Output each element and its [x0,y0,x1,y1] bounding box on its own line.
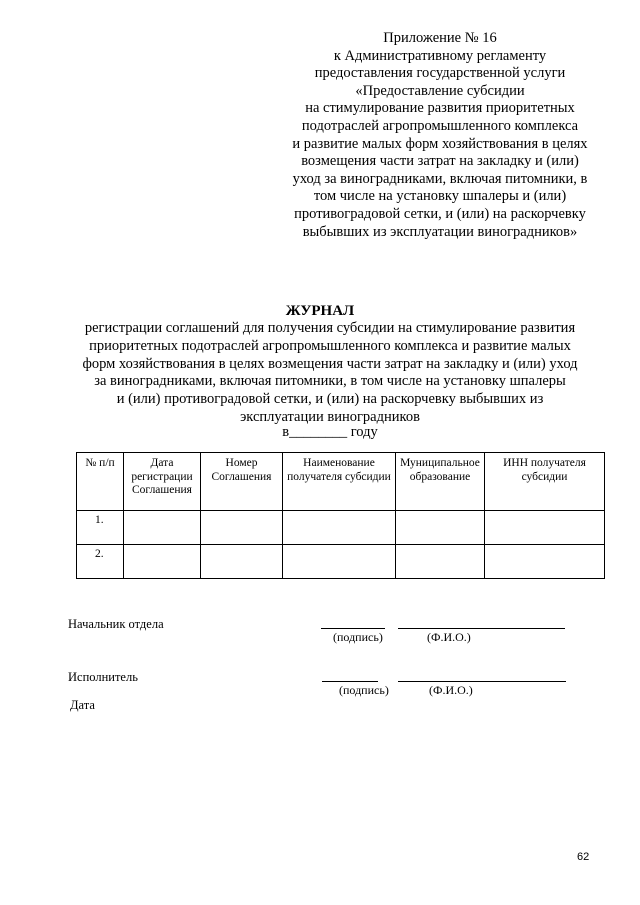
table-cell [201,545,283,579]
table-cell [124,545,201,579]
subtitle-line: форм хозяйствования в целях возмещения части затрат на закладку и (или) уход [82,355,578,372]
appendix-line: уход за виноградниками, включая питомники, в [292,170,588,187]
table-row [77,545,605,579]
head-signature-line [321,628,385,629]
appendix-line: «Предоставление субсидии [355,82,525,99]
head-of-department-label: Начальник отдела [68,617,164,631]
head-signature-hint: (подпись) [333,630,383,644]
table-cell [485,545,605,579]
table-cell [201,511,283,545]
executor-name-hint: (Ф.И.О.) [429,683,473,697]
appendix-header [270,30,610,241]
subtitle-line: приоритетных подотраслей агропромышленного комплекса и развитие малых [89,337,571,354]
executor-label: Исполнитель [68,670,138,684]
col-header-number: № п/п [77,453,124,511]
date-label: Дата [70,698,95,712]
year-line: в________ году [282,424,378,440]
table-cell [283,545,396,579]
appendix-line: возмещения части затрат на закладку и (или) [301,153,579,170]
appendix-line: Приложение № 16 [383,30,497,46]
appendix-line: и развитие малых форм хозяйствования в целях [292,135,588,152]
subtitle-line: за виноградниками, включая питомники, в том числе на установку шпалеры [94,373,566,390]
head-name-line [398,628,565,629]
table-cell [396,545,485,579]
appendix-line: противоградовой сетки, и (или) на раскорчевку [294,205,586,222]
executor-signature-hint: (подпись) [339,683,389,697]
head-name-hint: (Ф.И.О.) [427,630,471,644]
table-header-row [77,453,605,511]
journal-subtitle [40,320,620,427]
subtitle-line: регистрации соглашений для получения субсидии на стимулирование развития [84,320,576,336]
appendix-line: том числе на установку шпалеры и (или) [313,188,567,205]
executor-name-line [398,681,566,682]
col-header-agreement-number: Номер Соглашения [201,453,283,511]
table-cell [396,511,485,545]
table-cell: 1. [77,511,124,545]
appendix-line: подотраслей агропромышленного комплекса [301,117,579,134]
appendix-line: на стимулирование развития приоритетных [305,100,575,117]
journal-title: ЖУРНАЛ [285,303,355,319]
col-header-recipient-name: Наименование получателя субсидии [283,453,396,511]
col-header-date: Дата регистрации Соглашения [124,453,201,511]
subtitle-line: и (или) противоградовой сетки, и (или) на раскорчевку выбывших из [116,391,544,408]
appendix-line: выбывших из эксплуатации виноградников» [302,223,578,240]
registration-table [76,452,605,579]
table-cell: 2. [77,545,124,579]
subtitle-line: эксплуатации виноградников [240,408,420,425]
table-cell [485,511,605,545]
table-cell [283,511,396,545]
table-row [77,511,605,545]
appendix-line: предоставления государственной услуги [314,65,566,82]
appendix-line: к Административному регламенту [333,47,547,64]
page-number: 62 [577,851,590,863]
table-cell [124,511,201,545]
executor-signature-line [322,681,378,682]
col-header-municipality: Муниципальное образование [396,453,485,511]
col-header-inn: ИНН получателя субсидии [485,453,605,511]
